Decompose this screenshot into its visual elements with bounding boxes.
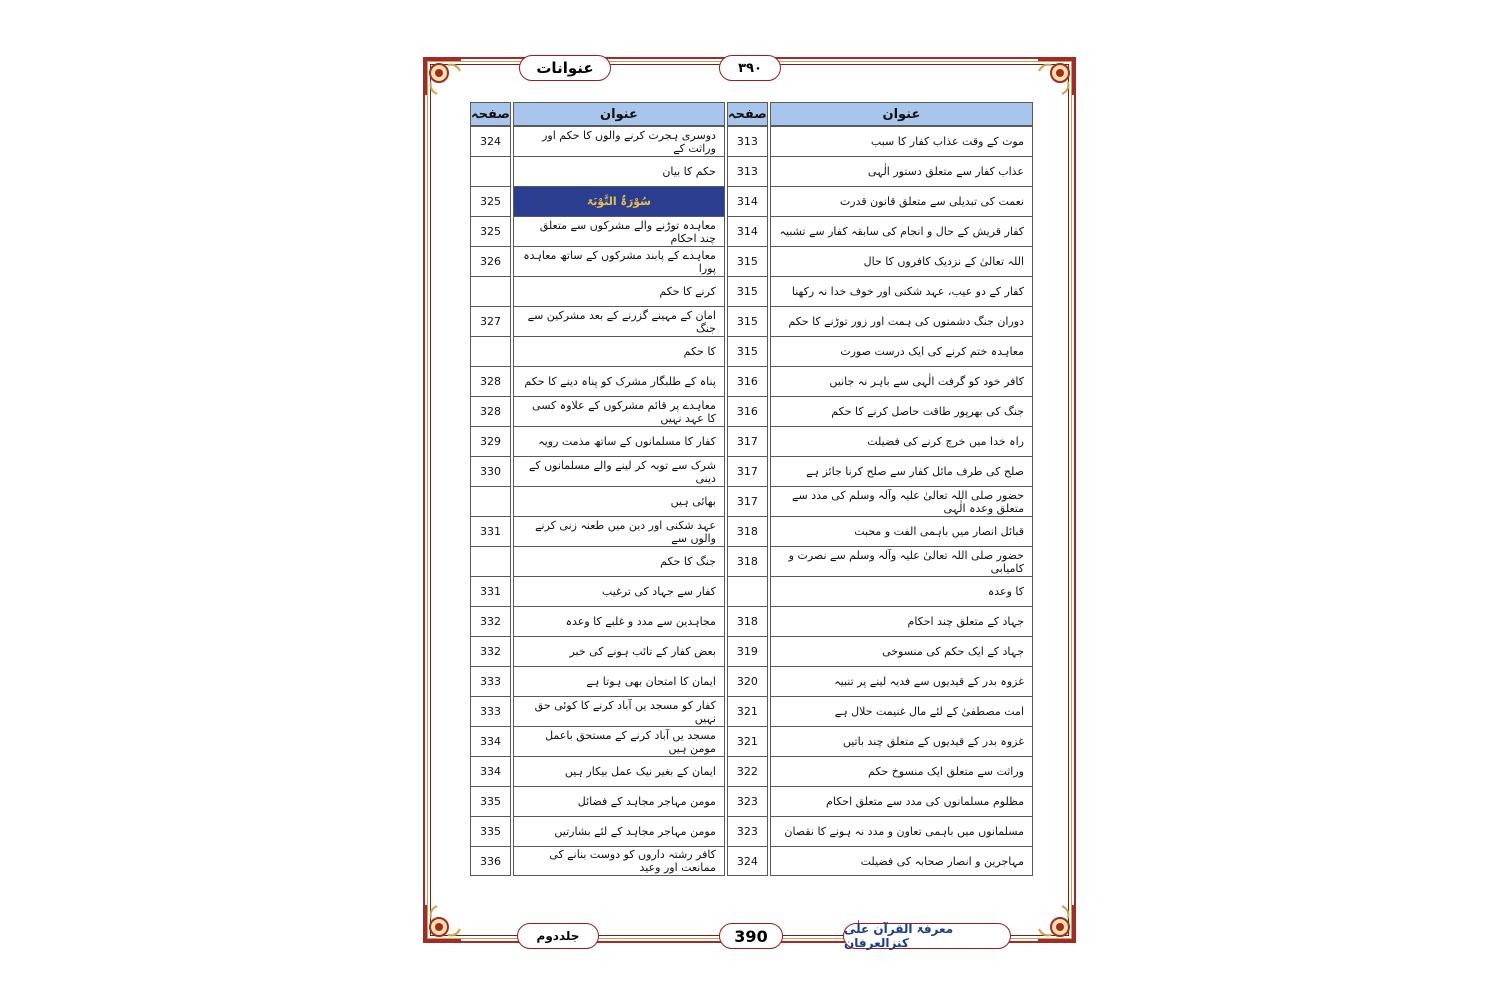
entry-page-right: 318	[727, 546, 768, 576]
table-row	[470, 546, 1033, 576]
entry-page-right: 315	[727, 246, 768, 276]
entry-page-left	[470, 546, 511, 576]
entry-page-right: 315	[727, 336, 768, 366]
entry-title-right: وراثت سے متعلق ایک منسوخ حکم	[770, 756, 1033, 786]
entry-title-left: بعض کفار کے تائب ہونے کی خبر	[513, 636, 725, 666]
table-row	[470, 696, 1033, 726]
entry-title-right: معاہدہ ختم کرنے کی ایک درست صورت	[770, 336, 1033, 366]
entry-page-left: 333	[470, 666, 511, 696]
entry-page-right: 315	[727, 276, 768, 306]
entry-title-right: صلح کی طرف مائل کفار سے صلح کرنا جائز ہے	[770, 456, 1033, 486]
entry-page-right: 322	[727, 756, 768, 786]
entry-title-right: دوران جنگ دشمنوں کی ہمت اور زور توڑنے کا حکم	[770, 306, 1033, 336]
entry-title-right: کا وعدہ	[770, 576, 1033, 606]
entry-title-left: کا حکم	[513, 336, 725, 366]
entry-title-left: کفار کو مسجد یں آباد کرنے کا کوئی حق نہیں	[513, 696, 725, 726]
table-row	[470, 666, 1033, 696]
entry-page-right: 318	[727, 516, 768, 546]
entry-title-right: مظلوم مسلمانوں کی مدد سے متعلق احکام	[770, 786, 1033, 816]
entry-title-left: ایمان کا امتحان بھی ہوتا ہے	[513, 666, 725, 696]
table-row	[470, 606, 1033, 636]
entry-title-right: عذاب کفار سے متعلق دستور الٰہی	[770, 156, 1033, 186]
entry-title-left: ایمان کے بغیر نیک عمل بیکار ہیں	[513, 756, 725, 786]
entry-page-right: 313	[727, 156, 768, 186]
table-row	[470, 306, 1033, 336]
table-row	[470, 786, 1033, 816]
entry-title-left: کفار کا مسلمانوں کے ساتھ مذمت رویہ	[513, 426, 725, 456]
entry-page-left: 333	[470, 696, 511, 726]
entry-page-right: 314	[727, 186, 768, 216]
entry-page-left	[470, 276, 511, 306]
entry-page-left: 328	[470, 396, 511, 426]
entry-title-left: مجاہدین سے مدد و غلبے کا وعدہ	[513, 606, 725, 636]
table-header-row	[470, 102, 1033, 126]
entry-page-right: 314	[727, 216, 768, 246]
entry-title-right: غزوہ بدر کے قیدیوں سے فدیہ لینے پر تنبیہ	[770, 666, 1033, 696]
table-row	[470, 846, 1033, 876]
entry-title-left: مومن مہاجر مجاہد کے لئے بشارتیں	[513, 816, 725, 846]
entry-page-right: 313	[727, 126, 768, 156]
column-header-right-title: عنوان	[770, 102, 1033, 126]
floral-corner-ornament-icon	[1034, 53, 1080, 99]
entry-title-right: اللہ تعالیٰ کے نزدیک کافروں کا حال	[770, 246, 1033, 276]
entry-title-left: معاہدے پر قائم مشرکوں کے علاوہ کسی کا عہد نہیں	[513, 396, 725, 426]
entry-title-right: مسلمانوں میں باہمی تعاون و مدد نہ ہونے کا نقصان	[770, 816, 1033, 846]
entry-page-right: 316	[727, 396, 768, 426]
floral-corner-ornament-icon	[419, 53, 465, 99]
entry-page-left: 331	[470, 576, 511, 606]
table-row	[470, 186, 1033, 216]
entry-title-left: حکم کا بیان	[513, 156, 725, 186]
section-title: عنوانات	[519, 55, 611, 81]
column-header-left-page: صفحہ	[470, 102, 511, 126]
table-row	[470, 456, 1033, 486]
entry-title-left: کافر رشتہ داروں کو دوست بنانے کی ممانعت اور وعید	[513, 846, 725, 876]
volume-label: جلددوم	[517, 923, 599, 949]
entry-page-right: 320	[727, 666, 768, 696]
table-row	[470, 396, 1033, 426]
entry-page-left: 325	[470, 186, 511, 216]
entry-title-right: کفار قریش کے حال و انجام کی سابقہ کفار سے تشبیہ	[770, 216, 1033, 246]
entry-title-right: امت مصطفیٰ کے لئے مال غنیمت حلال ہے	[770, 696, 1033, 726]
book-page	[423, 57, 1076, 950]
entry-page-left	[470, 156, 511, 186]
entry-title-right: نعمت کی تبدیلی سے متعلق قانون قدرت	[770, 186, 1033, 216]
column-header-right-page: صفحہ	[727, 102, 768, 126]
entry-page-right: 317	[727, 426, 768, 456]
header-page-number: ۳۹۰	[719, 55, 781, 81]
entry-page-left: 332	[470, 636, 511, 666]
table-row	[470, 486, 1033, 516]
entry-title-left: معاہدے کے پابند مشرکوں کے ساتھ معاہدہ پورا	[513, 246, 725, 276]
entry-page-left: 328	[470, 366, 511, 396]
entry-title-right: جہاد کے متعلق چند احکام	[770, 606, 1033, 636]
entry-page-left: 332	[470, 606, 511, 636]
entry-title-left: پناہ کے طلبگار مشرک کو پناہ دینے کا حکم	[513, 366, 725, 396]
table-row	[470, 816, 1033, 846]
entry-page-left: 325	[470, 216, 511, 246]
entry-page-right: 315	[727, 306, 768, 336]
footer-page-number: 390	[719, 923, 783, 949]
entry-page-right: 323	[727, 786, 768, 816]
entry-title-left: کرنے کا حکم	[513, 276, 725, 306]
contents-table-body	[470, 126, 1033, 876]
entry-title-right: راہ خدا میں خرچ کرنے کی فضیلت	[770, 426, 1033, 456]
entry-title-left: عہد شکنی اور دین میں طعنہ زنی کرنے والوں سے	[513, 516, 725, 546]
entry-title-left: مومن مہاجر مجاہد کے فضائل	[513, 786, 725, 816]
entry-page-right: 324	[727, 846, 768, 876]
entry-page-right: 321	[727, 726, 768, 756]
table-row	[470, 276, 1033, 306]
table-row	[470, 576, 1033, 606]
floral-corner-ornament-icon	[1034, 901, 1080, 947]
table-row	[470, 516, 1033, 546]
entry-page-left: 335	[470, 816, 511, 846]
entry-title-right: حضور صلی اللہ تعالیٰ علیہ وآلہ وسلم کی مدد سے متعلق وعدہ الٰہی	[770, 486, 1033, 516]
entry-page-right: 316	[727, 366, 768, 396]
table-row	[470, 366, 1033, 396]
contents-table	[468, 102, 1035, 876]
entry-page-left: 330	[470, 456, 511, 486]
entry-page-left: 327	[470, 306, 511, 336]
entry-page-left: 335	[470, 786, 511, 816]
entry-title-right: حضور صلی اللہ تعالیٰ علیہ وآلہ وسلم سے نصرت و کامیابی	[770, 546, 1033, 576]
entry-page-left	[470, 486, 511, 516]
entry-title-left: کفار سے جہاد کی ترغیب	[513, 576, 725, 606]
entry-title-left: امان کے مہینے گزرنے کے بعد مشرکین سے جنگ	[513, 306, 725, 336]
table-row	[470, 216, 1033, 246]
entry-page-left: 329	[470, 426, 511, 456]
entry-page-right: 318	[727, 606, 768, 636]
table-row	[470, 126, 1033, 156]
entry-page-right: 321	[727, 696, 768, 726]
column-header-left-title: عنوان	[513, 102, 725, 126]
table-row	[470, 156, 1033, 186]
entry-title-right: موت کے وقت عذاب کفار کا سبب	[770, 126, 1033, 156]
entry-page-left: 334	[470, 756, 511, 786]
entry-page-right: 317	[727, 456, 768, 486]
floral-corner-ornament-icon	[419, 901, 465, 947]
table-row	[470, 426, 1033, 456]
entry-page-left	[470, 336, 511, 366]
table-row	[470, 726, 1033, 756]
entry-title-left: معاہدہ توڑنے والے مشرکوں سے متعلق چند احکام	[513, 216, 725, 246]
entry-title-right: مہاجرین و انصار صحابہ کی فضیلت	[770, 846, 1033, 876]
entry-page-right	[727, 576, 768, 606]
entry-title-right: غزوہ بدر کے قیدیوں کے متعلق چند باتیں	[770, 726, 1033, 756]
table-row	[470, 756, 1033, 786]
entry-title-right: کفار کے دو عیب، عہد شکنی اور خوف خدا نہ رکھنا	[770, 276, 1033, 306]
entry-title-left: مسجد یں آباد کرنے کے مستحق باعمل مومن ہیں	[513, 726, 725, 756]
entry-page-left: 324	[470, 126, 511, 156]
entry-page-left: 336	[470, 846, 511, 876]
entry-page-right: 319	[727, 636, 768, 666]
entry-page-right: 317	[727, 486, 768, 516]
entry-title-left: جنگ کا حکم	[513, 546, 725, 576]
entry-page-right: 323	[727, 816, 768, 846]
table-row	[470, 246, 1033, 276]
entry-title-right: جنگ کی بھرپور طاقت حاصل کرنے کا حکم	[770, 396, 1033, 426]
entry-title-right: کافر خود کو گرفت الٰہی سے باہر نہ جانیں	[770, 366, 1033, 396]
entry-page-left: 331	[470, 516, 511, 546]
table-row	[470, 336, 1033, 366]
book-title: معرفۃ القرآن علٰی کنزالعرفان	[843, 923, 1011, 949]
surah-heading: سُوْرَۃُ التَّوْبَۃ	[513, 186, 725, 216]
entry-page-left: 334	[470, 726, 511, 756]
entry-title-right: جہاد کے ایک حکم کی منسوخی	[770, 636, 1033, 666]
entry-title-right: قبائل انصار میں باہمی الفت و محبت	[770, 516, 1033, 546]
table-row	[470, 636, 1033, 666]
entry-title-left: شرک سے توبہ کر لینے والے مسلمانوں کے دینی	[513, 456, 725, 486]
entry-page-left: 326	[470, 246, 511, 276]
entry-title-left: بھائی ہیں	[513, 486, 725, 516]
entry-title-left: دوسری ہجرت کرنے والوں کا حکم اور وراثت کے	[513, 126, 725, 156]
